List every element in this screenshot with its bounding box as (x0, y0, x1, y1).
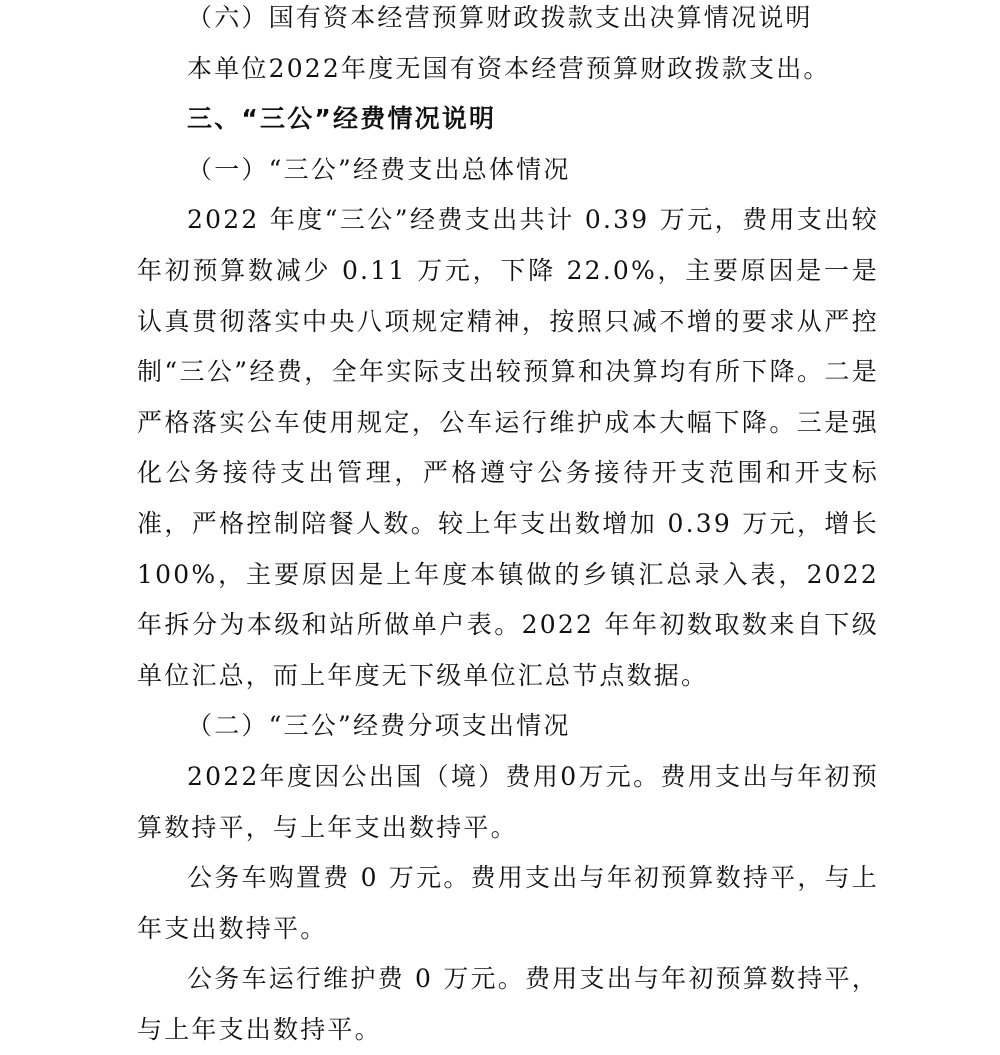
travel-abroad-paragraph: 2022年度因公出国（境）费用0万元。费用支出与年初预算数持平，与上年支出数持平。 (137, 761, 879, 842)
vehicle-purchase-paragraph: 公务车购置费 0 万元。费用支出与年初预算数持平，与上年支出数持平。 (137, 863, 879, 943)
subsection-1-heading: （一）“三公”经费支出总体情况 (187, 154, 571, 184)
subsection-2-heading: （二）“三公”经费分项支出情况 (187, 711, 571, 741)
section-6-heading: （六）国有资本经营预算财政拨款支出决算情况说明 (187, 3, 813, 32)
section-6-body: 本单位2022年度无国有资本经营预算财政拨款支出。 (187, 53, 831, 83)
vehicle-maintenance-paragraph: 公务车运行维护费 0 万元。费用支出与年初预算数持平，与上年支出数持平。 (137, 964, 879, 1044)
subsection-1-body: 2022 年度“三公”经费支出共计 0.39 万元，费用支出较年初预算数减少 0.11 万元，下降 22.0%，主要原因是一是认真贯彻落实中央八项规定精神，按照只减不增的要求从严控制“三公”经费，全年实际支出较预算和决算均有所下降。二是严格落实公车使用规定，公车运行维护成本大幅下降。三是强化公务接待支出管理，严格遵守公务接待开支范围和开支标准，严格控制陪餐人数。较上年支出数增加 0.39 万元，增长 100%，主要原因是上年度本镇做的乡镇汇总录入表，2022 年拆分为本级和站所做单户表。2022 年年初数取数来自下级单位汇总，而上年度无下级单位汇总节点数据。 (137, 205, 879, 690)
section-3-heading: 三、“三公”经费情况说明 (187, 104, 497, 134)
document-page (137, 0, 879, 1055)
